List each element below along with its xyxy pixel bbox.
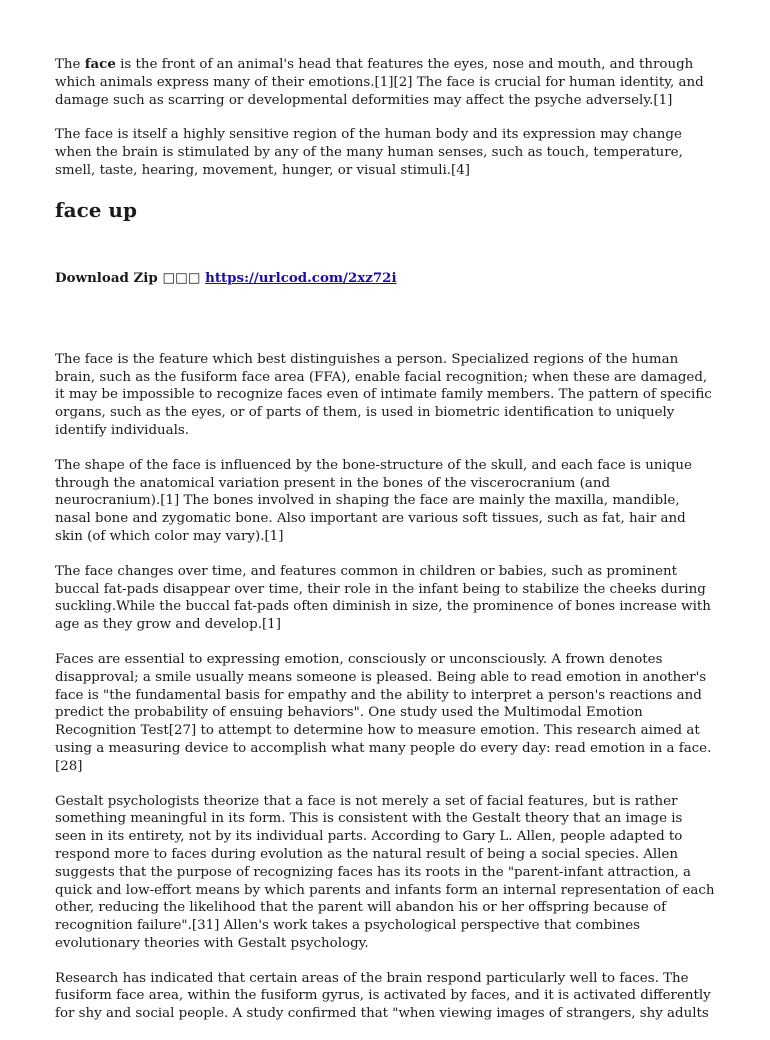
body-paragraph-5: Gestalt psychologists theorize that a face is not merely a set of facial features, but is rather something meaningful in its form. This is consistent with the Gestalt theory that an image is seen in its entirety, not by its individual parts. According to Gary L. Allen, people adapted to respond more to faces during evolution as the natural result of being a social species. Allen suggests that the purpose of recognizing faces has its roots in the "parent-infant attraction, a quick and low-effort means by which parents and infants form an internal representation of each other, reducing the likelihood that the parent will abandon his or her offspring because of recognition failure".[31] Allen's work takes a psychological perspective that combines evolutionary theories with Gestalt psychology. xyxy=(55,793,715,951)
intro-paragraph-1 xyxy=(55,56,715,109)
download-line xyxy=(55,269,715,287)
body-paragraph-4: Faces are essential to expressing emotion, consciously or unconsciously. A frown denotes disapproval; a smile usually means someone is pleased. Being able to read emotion in another's face is "the fundamental basis for empathy and the ability to interpret a person's reactions and predict the probability of ensuing behaviors". One study used the Multimodal Emotion Recognition Test[27] to attempt to determine how to measure emotion. This research aimed at using a measuring device to accomplish what many people do every day: read emotion in a face.[28] xyxy=(55,651,712,774)
body-paragraph-3: The face changes over time, and features common in children or babies, such as prominent buccal fat-pads disappear over time, their role in the infant being to stabilize the cheeks during suckling.While the buccal fat-pads often diminish in size, the prominence of bones increase with age as they grow and develop.[1] xyxy=(55,563,711,633)
spacer xyxy=(55,287,715,351)
body-paragraph-1: The face is the feature which best distinguishes a person. Specialized regions of the human brain, such as the fusiform face area (FFA), enable facial recognition; when these are damaged, it may be impossible to recognize faces even of intimate family members. The pattern of specific organs, such as the eyes, or of parts of them, is used in biometric identification to uniquely identify individuals. xyxy=(55,351,712,438)
document-page xyxy=(55,56,715,1040)
download-link[interactable]: https://urlcod.com/2xz72i xyxy=(205,269,397,286)
page-heading: face up xyxy=(55,197,137,222)
intro-bold-term: face xyxy=(84,56,116,72)
intro-paragraph-2: The face is itself a highly sensitive region of the human body and its expression may change when the brain is stimulated by any of the many human senses, such as touch, temperature, smell, taste, hearing, movement, hunger, or visual stimuli.[4] xyxy=(55,127,683,178)
body-paragraph-6: Research has indicated that certain areas of the brain respond particularly well to faces. The fusiform face area, within the fusiform gyrus, is activated by faces, and it is activated differently for shy and social people. A study confirmed that "when viewing images of strangers, shy adults xyxy=(55,970,711,1022)
arrow-icon: □□□ xyxy=(162,269,201,286)
intro-text-start: The xyxy=(55,57,85,72)
body-paragraph-2: The shape of the face is influenced by the bone-structure of the skull, and each face is unique through the anatomical variation present in the bones of the viscerocranium (and neurocranium).[1] The bones involved in shaping the face are mainly the maxilla, mandible, nasal bone and zygomatic bone. Also important are various soft tissues, such as fat, hair and skin (of which color may vary).[1] xyxy=(55,457,692,544)
download-label: Download Zip xyxy=(55,269,158,286)
intro-text-rest: is the front of an animal's head that features the eyes, nose and mouth, and through which animals express many of their emotions.[1][2] The face is crucial for human identity, and damage such as scarring or developmental deformities may affect the psyche adversely.[1] xyxy=(55,57,704,108)
